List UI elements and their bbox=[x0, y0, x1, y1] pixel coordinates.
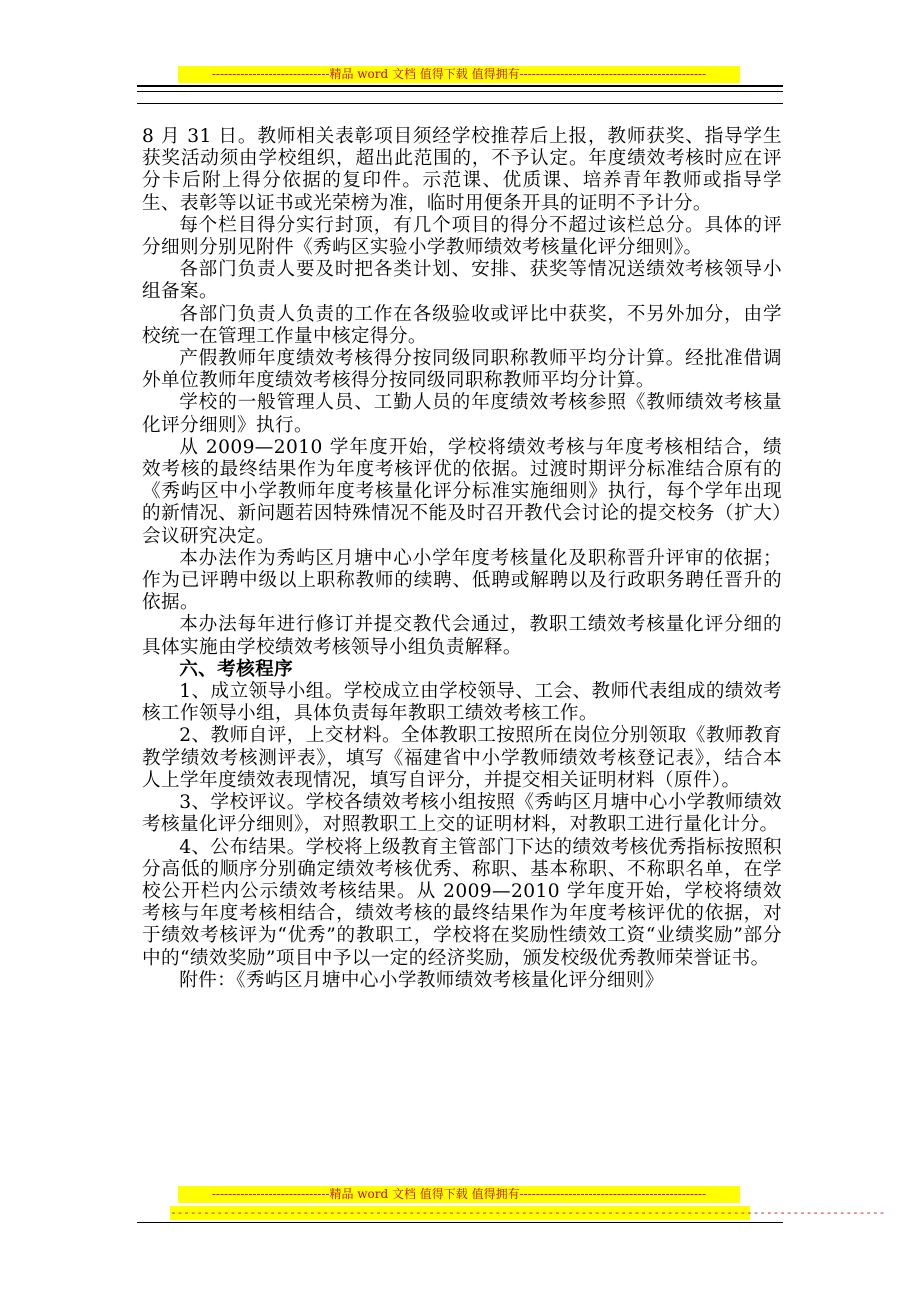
document-body bbox=[142, 126, 782, 992]
header-rule-lower bbox=[137, 103, 783, 104]
paragraph: 本办法每年进行修订并提交教代会通过，教职工绩效考核量化评分细的具体实施由学校绩效考核领导小组负责解释。 bbox=[142, 614, 782, 658]
footer-banner: -----------------------------精品 word 文档 值得下载 值得拥有---------------------------------------------- bbox=[178, 1186, 740, 1203]
paragraph: 各部门负责人负责的工作在各级验收或评比中获奖，不另外加分，由学校统一在管理工作量中核定得分。 bbox=[142, 303, 782, 347]
paragraph: 各部门负责人要及时把各类计划、安排、获奖等情况送绩效考核领导小组备案。 bbox=[142, 259, 782, 303]
paragraph: 8 月 31 日。教师相关表彰项目须经学校推荐后上报，教师获奖、指导学生获奖活动须由学校组织，超出此范围的，不予认定。年度绩效考核时应在评分卡后附上得分依据的复印件。示范课、优质课、培养青年教师或指导学生、表彰等以证书或光荣榜为准，临时用便条开具的证明不予计分。 bbox=[142, 126, 782, 214]
paragraph: 学校的一般管理人员、工勤人员的年度绩效考核参照《教师绩效考核量化评分细则》执行。 bbox=[142, 392, 782, 436]
footer-dashes: ------------------------------------------------------------------------------------------------------------ bbox=[170, 1206, 886, 1219]
footer-rule bbox=[137, 1222, 783, 1223]
step-paragraph: 3、学校评议。学校各绩效考核小组按照《秀屿区月塘中心小学教师绩效考核量化评分细则》，对照教职工上交的证明材料，对教职工进行量化计分。 bbox=[142, 792, 782, 836]
step-paragraph: 1、成立领导小组。学校成立由学校领导、工会、教师代表组成的绩效考核工作领导小组，具体负责每年教职工绩效考核工作。 bbox=[142, 681, 782, 725]
header-rule bbox=[137, 85, 783, 87]
header-rule-thin bbox=[137, 91, 783, 92]
step-paragraph: 4、公布结果。学校将上级教育主管部门下达的绩效考核优秀指标按照积分高低的顺序分别确定绩效考核优秀、称职、基本称职、不称职名单，在学校公开栏内公示绩效考核结果。从 2009—2010 学年度开始，学校将绩效考核与年度考核相结合，绩效考核的最终结果作为年度考核评优的依据，对于绩效考核评为“优秀”的教职工，学校将在奖励性绩效工资“业绩奖励”部分中的“绩效奖励”项目中予以一定的经济奖励，颁发校级优秀教师荣誉证书。 bbox=[142, 836, 782, 969]
paragraph: 本办法作为秀屿区月塘中心小学年度考核量化及职称晋升评审的依据；作为已评聘中级以上职称教师的续聘、低聘或解聘以及行政职务聘任晋升的依据。 bbox=[142, 547, 782, 614]
paragraph: 每个栏目得分实行封顶，有几个项目的得分不超过该栏总分。具体的评分细则分别见附件《秀屿区实验小学教师绩效考核量化评分细则》。 bbox=[142, 214, 782, 259]
step-paragraph: 2、教师自评，上交材料。全体教职工按照所在岗位分别领取《教师教育教学绩效考核测评表》，填写《福建省中小学教师绩效考核登记表》，结合本人上学年度绩效表现情况，填写自评分，并提交相关证明材料（原件）。 bbox=[142, 725, 782, 791]
attachment-note: 附件：《秀屿区月塘中心小学教师绩效考核量化评分细则》 bbox=[179, 969, 664, 991]
header-banner: -----------------------------精品 word 文档 值得下载 值得拥有---------------------------------------------- bbox=[178, 66, 740, 83]
section-heading: 六、考核程序 bbox=[179, 658, 294, 680]
paragraph: 产假教师年度绩效考核得分按同级同职称教师平均分计算。经批准借调外单位教师年度绩效考核得分按同级同职称教师平均分计算。 bbox=[142, 348, 782, 392]
paragraph: 从 2009—2010 学年度开始，学校将绩效考核与年度考核相结合，绩效考核的最终结果作为年度考核评优的依据。过渡时期评分标准结合原有的《秀屿区中小学教师年度考核量化评分标准实施细则》执行，每个学年出现的新情况、新问题若因特殊情况不能及时召开教代会讨论的提交校务（扩大）会议研究决定。 bbox=[142, 436, 782, 547]
